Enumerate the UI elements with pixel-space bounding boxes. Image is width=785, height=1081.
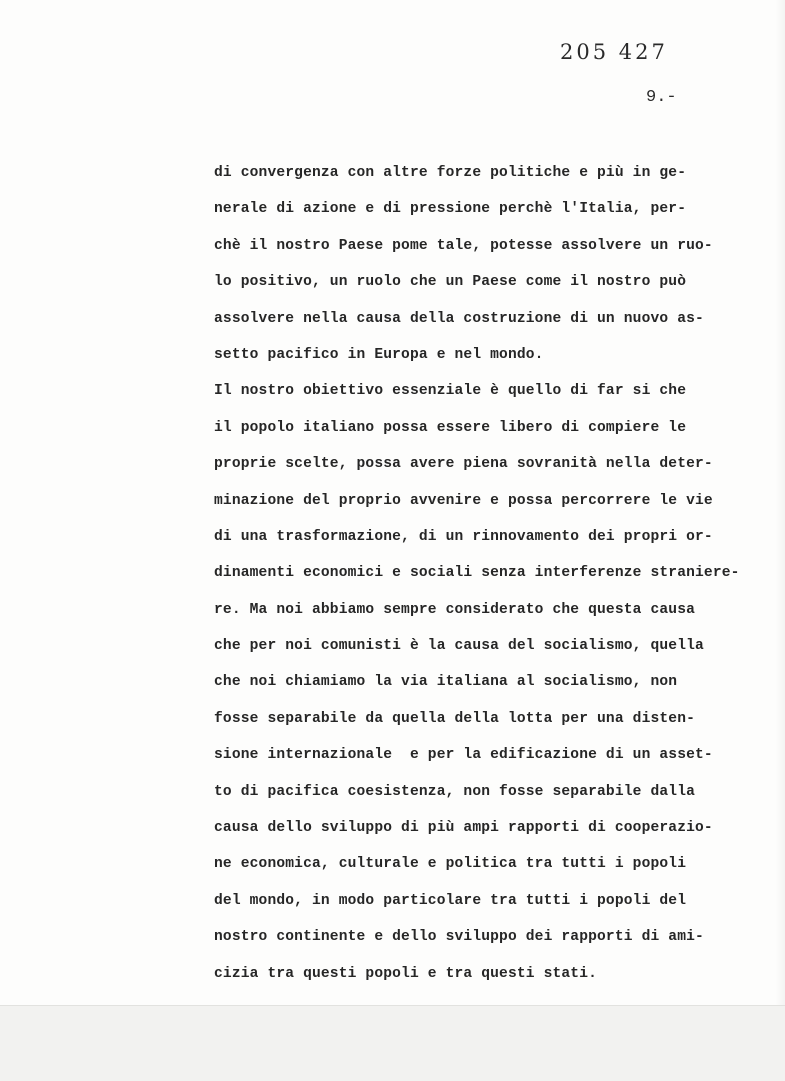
text-line: del mondo, in modo particolare tra tutti i popoli del: [214, 892, 687, 909]
text-line: re. Ma noi abbiamo sempre considerato che questa causa: [214, 601, 696, 618]
text-line: setto pacifico in Europa e nel mondo.: [214, 346, 544, 363]
text-line: nerale di azione e di pressione perchè l'Italia, per-: [214, 201, 687, 218]
text-line: assolvere nella causa della costruzione di un nuovo as-: [214, 310, 704, 327]
text-line: minazione del proprio avvenire e possa percorrere le vie: [214, 492, 713, 509]
text-line: Il nostro obiettivo essenziale è quello di far si che: [214, 383, 687, 400]
text-line: ne economica, culturale e politica tra tutti i popoli: [214, 856, 687, 873]
text-line: nostro continente e dello sviluppo dei rapporti di ami-: [214, 929, 704, 946]
text-line: il popolo italiano possa essere libero di compiere le: [214, 419, 687, 436]
text-line: causa dello sviluppo di più ampi rapporti di cooperazio-: [214, 820, 713, 837]
page-edge-shadow: [775, 0, 785, 1005]
typewritten-body: [214, 160, 774, 997]
archive-number: 205 427: [560, 40, 668, 64]
text-line: di una trasformazione, di un rinnovamento dei propri or-: [214, 528, 713, 545]
text-line: sione internazionale e per la edificazione di un asset-: [214, 747, 713, 764]
text-line: to di pacifica coesistenza, non fosse separabile dalla: [214, 783, 696, 800]
text-line: di convergenza con altre forze politiche e più in ge-: [214, 165, 687, 181]
text-line: dinamenti economici e sociali senza interferenze straniere-: [214, 565, 740, 582]
text-line: proprie scelte, possa avere piena sovranità nella deter-: [214, 456, 713, 473]
text-line: cizia tra questi popoli e tra questi stati.: [214, 965, 598, 982]
scan-bottom-margin: [0, 1005, 785, 1081]
text-line: che per noi comunisti è la causa del socialismo, quella: [214, 638, 704, 655]
text-line: fosse separabile da quella della lotta per una disten-: [214, 710, 696, 727]
text-line: lo positivo, un ruolo che un Paese come il nostro può: [214, 274, 687, 291]
text-line: che noi chiamiamo la via italiana al socialismo, non: [214, 674, 678, 691]
page-number: 9.-: [646, 88, 677, 107]
text-line: chè il nostro Paese pome tale, potesse assolvere un ruo-: [214, 237, 713, 254]
